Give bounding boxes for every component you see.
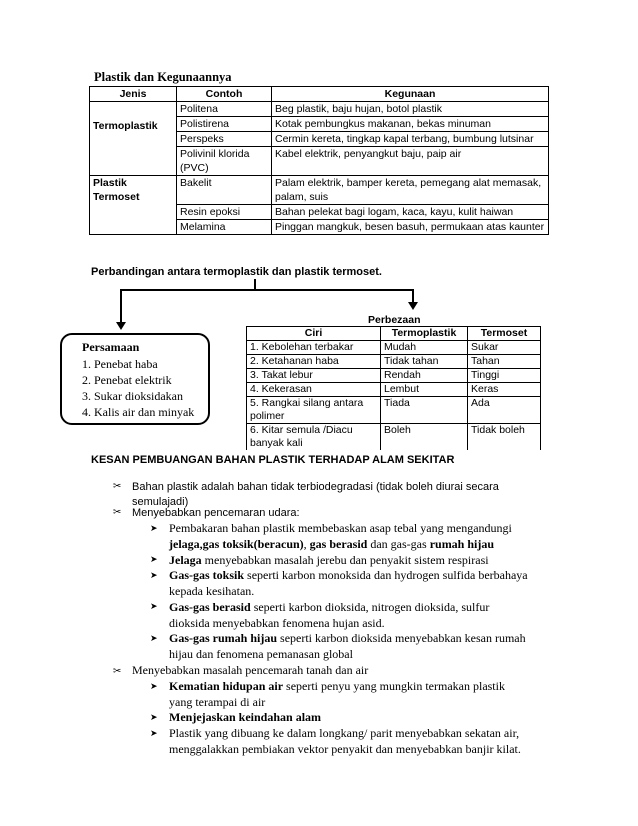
kesan-bullet-3: Menyebabkan masalah pencemarah tanah dan air [132, 663, 369, 677]
kesan-bullet-1-cont: semulajadi) [132, 496, 189, 508]
header-ciri: Ciri [247, 327, 381, 341]
table-cell: Keras [468, 383, 541, 397]
table-cell: Melamina [177, 220, 272, 235]
text: seperti penyu yang mungkin termakan plastik [283, 679, 505, 693]
scissors-icon: ✂ [113, 507, 122, 518]
text: menyebabkan masalah jerebu dan penyakit sistem respirasi [201, 553, 489, 567]
kesan-title: KESAN PEMBUANGAN BAHAN PLASTIK TERHADAP ALAM SEKITAR [91, 454, 455, 466]
arrow-down-icon [116, 322, 126, 330]
scissors-icon: ✂ [113, 481, 122, 492]
persamaan-item: 3. Sukar dioksidakan [82, 389, 183, 403]
table-row [247, 383, 541, 397]
persamaan-item: 2. Penebat elektrik [82, 373, 172, 387]
table-cell: Sukar [468, 341, 541, 355]
kesan-sub-3-cont: kepada kesihatan. [169, 584, 255, 598]
kesan-sub-8: Plastik yang dibuang ke dalam longkang/ parit menyebabkan sekatan air, [169, 726, 520, 740]
table-header-row [90, 87, 549, 102]
table-row [247, 355, 541, 369]
kesan-bullet-1: Bahan plastik adalah bahan tidak terbiodegradasi (tidak boleh diurai secara [132, 481, 499, 493]
kesan-bullet-2: Menyebabkan pencemaran udara: [132, 507, 300, 519]
connector-line [120, 289, 414, 291]
table-cell: 2. Ketahanan haba [247, 355, 381, 369]
header-kegunaan: Kegunaan [272, 87, 549, 102]
arrow-icon: ➤ [150, 555, 158, 565]
table-cell: Ada [468, 397, 541, 424]
scissors-icon: ✂ [113, 666, 122, 677]
table-cell: Kotak pembungkus makanan, bekas minuman [272, 117, 549, 132]
table-row [90, 102, 549, 117]
table-cell: Boleh [381, 424, 468, 451]
text: , [303, 537, 310, 551]
persamaan-item: 1. Penebat haba [82, 357, 158, 371]
emphasis: rumah hijau [429, 537, 495, 551]
header-termoplastik: Termoplastik [381, 327, 468, 341]
arrow-icon: ➤ [150, 524, 158, 534]
text: seperti karbon dioksida menyebabkan kesan rumah [277, 631, 526, 645]
table-cell: Beg plastik, baju hujan, botol plastik [272, 102, 549, 117]
table-cell: Bakelit [177, 176, 272, 205]
kesan-sub-5-cont: hijau dan fenomena pemanasan global [169, 647, 353, 661]
arrow-icon: ➤ [150, 602, 158, 612]
connector-left [120, 289, 122, 325]
table-cell: Polistirena [177, 117, 272, 132]
persamaan-item: 4. Kalis air dan minyak [82, 405, 195, 419]
table-cell: Tinggi [468, 369, 541, 383]
kesan-sub-1-cont [169, 537, 494, 553]
kesan-sub-8-cont: menggalakkan pembiakan vektor penyakit dan menyebabkan banjir kilat. [169, 742, 521, 756]
table-cell: Polivinil klorida (PVC) [177, 147, 272, 176]
connector-stub [254, 279, 256, 289]
text: seperti karbon monoksida dan hydrogen sulfida berbahaya [244, 568, 528, 582]
kesan-sub-4-cont: dioksida menyebabkan fenomena hujan asid. [169, 616, 385, 630]
header-jenis: Jenis [90, 87, 177, 102]
header-contoh: Contoh [177, 87, 272, 102]
emphasis: Gas-gas berasid [169, 600, 251, 614]
emphasis: Gas-gas toksik [169, 568, 245, 582]
emphasis: Kematian hidupan air [169, 679, 284, 693]
table-cell: Perspeks [177, 132, 272, 147]
kesan-sub-6-cont: yang terampai di air [169, 695, 266, 709]
table-cell: Politena [177, 102, 272, 117]
table-cell: 3. Takat lebur [247, 369, 381, 383]
table-cell: Rendah [381, 369, 468, 383]
arrow-icon: ➤ [150, 634, 158, 644]
text: dan gas-gas [367, 537, 430, 551]
table-cell: Mudah [381, 341, 468, 355]
persamaan-title: Persamaan [82, 340, 140, 354]
kesan-sub-6 [169, 679, 505, 695]
table-cell: Pinggan mangkuk, besen basuh, permukaan atas kaunter [272, 220, 549, 235]
emphasis: Gas-gas rumah hijau [169, 631, 278, 645]
emphasis: gas berasid [309, 537, 368, 551]
arrow-icon: ➤ [150, 571, 158, 581]
table-row [247, 341, 541, 355]
kesan-sub-1: Pembakaran bahan plastik membebaskan asap tebal yang mengandungi [169, 521, 512, 535]
arrow-icon: ➤ [150, 713, 158, 723]
perbezaan-table [246, 326, 541, 450]
table-cell: 1. Kebolehan terbakar [247, 341, 381, 355]
kesan-sub-4 [169, 600, 489, 616]
table-cell: 4. Kekerasan [247, 383, 381, 397]
table-cell: Tiada [381, 397, 468, 424]
arrow-icon: ➤ [150, 729, 158, 739]
kesan-sub-3 [169, 568, 528, 584]
table-cell: Resin epoksi [177, 205, 272, 220]
table-cell: Kabel elektrik, penyangkut baju, paip air [272, 147, 549, 176]
kesan-sub-7: Menjejaskan keindahan alam [169, 710, 322, 724]
text: seperti karbon dioksida, nitrogen dioksida, sulfur [250, 600, 490, 614]
arrow-icon: ➤ [150, 682, 158, 692]
table-header-row [247, 327, 541, 341]
plastic-uses-table [89, 86, 549, 235]
table-cell: Bahan pelekat bagi logam, kaca, kayu, kulit haiwan [272, 205, 549, 220]
table-cell: Palam elektrik, bamper kereta, pemegang alat memasak, palam, suis [272, 176, 549, 205]
kesan-sub-5 [169, 631, 526, 647]
table-cell: Tidak tahan [381, 355, 468, 369]
jenis-termoset: Plastik Termoset [90, 176, 177, 235]
emphasis: Jelaga [169, 553, 202, 567]
emphasis: jelaga,gas toksik(beracun) [169, 537, 304, 551]
jenis-termoplastik: Termoplastik [90, 102, 177, 176]
table-cell: Tahan [468, 355, 541, 369]
table-cell: Lembut [381, 383, 468, 397]
table-row [247, 369, 541, 383]
perbezaan-title: Perbezaan [368, 314, 421, 326]
header-termoset: Termoset [468, 327, 541, 341]
kesan-sub-2 [169, 553, 489, 569]
arrow-down-icon [408, 302, 418, 310]
comparison-heading: Perbandingan antara termoplastik dan plastik termoset. [91, 266, 382, 278]
table-row [90, 176, 549, 205]
table-cell: Tidak boleh [468, 424, 541, 451]
table-cell: Cermin kereta, tingkap kapal terbang, bumbung lutsinar [272, 132, 549, 147]
table-row [247, 397, 541, 424]
table-cell: 5. Rangkai silang antara polimer [247, 397, 381, 424]
section-title: Plastik dan Kegunaannya [94, 70, 232, 84]
table-row [247, 424, 541, 451]
table-cell: 6. Kitar semula /Diacu banyak kali [247, 424, 381, 451]
